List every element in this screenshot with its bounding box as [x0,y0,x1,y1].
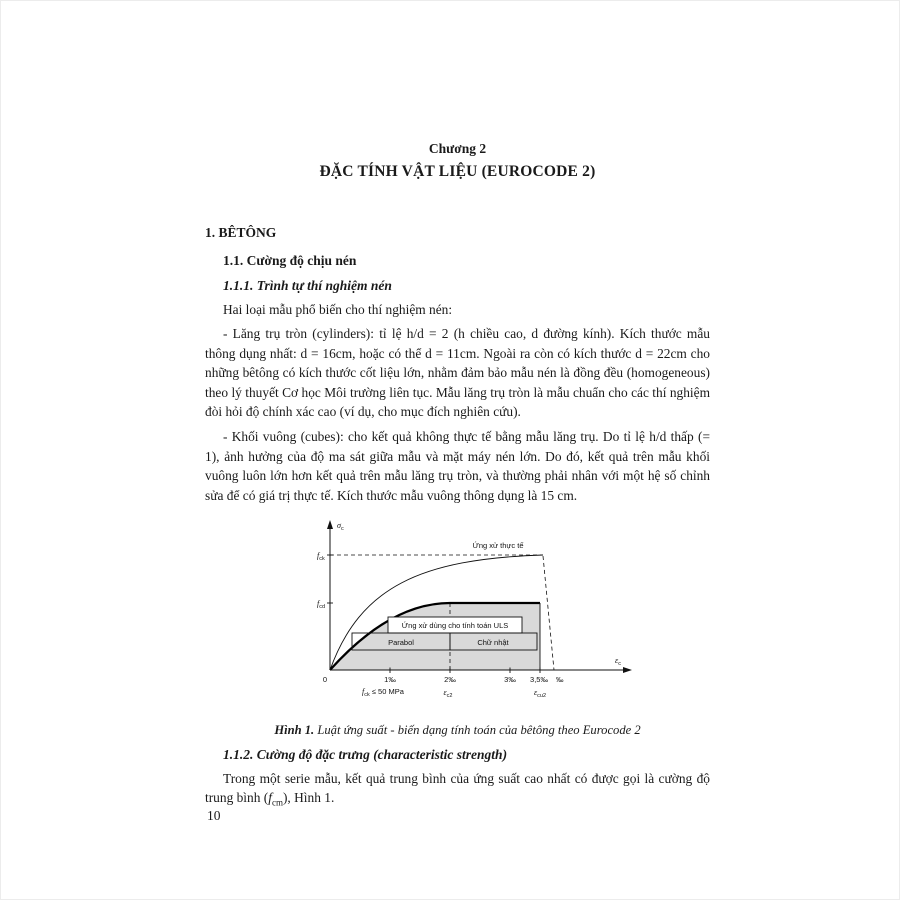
y-axis-arrow [327,520,333,529]
design-region-fill [330,603,540,670]
actual-behaviour-label: Ứng xử thực tế [472,541,524,551]
x-label-0: 0 [322,675,328,685]
fck-label: $f_{ck}$ [317,551,325,563]
epsilon-c-axis-label: $\varepsilon_c$ [615,656,621,668]
fck-condition-label: $f_{ck} \le 50$ MPa [362,687,404,699]
x-label-3-5: 3,5‰ [530,675,548,685]
page-number: 10 [207,808,221,823]
paragraph-cylinders: - Lăng trụ tròn (cylinders): tỉ lệ h/d = 2 (h chiều cao, d đường kính). Kích thước mẫu thông dụng nhất: d = 16cm, hoặc có thể d = 11cm. Ngoài ra còn có kích thước d = 22cm cho những bêtông có kích thước cốt liệu lớn, nhằm đảm bảo mẫu nén là đồng đều (homogeneous) theo lý thuyết Cơ học Môi trường liên tục. Mẫu lăng trụ tròn là mẫu chuẩn cho các thí nghiệm đòi hỏi độ chính xác cao (ví dụ, cho mục đích nghiên cứu). [205,326,710,420]
figure-caption-label: Hình 1. [274,723,315,738]
x-unit-label: ‰ [556,675,564,685]
chapter-heading: Chương 2 [428,141,487,156]
x-label-1: 1‰ [384,675,396,685]
paragraph-cubes: - Khối vuông (cubes): cho kết quả không thực tế bằng mẫu lăng trụ. Do tỉ lệ h/d thấp (= 1), ảnh hưởng của độ ma sát giữa mẫu và mặt máy nén lớn. Do đó, kết quả trên mẫu khối vuông luôn lớn hơn kết quả trên mẫu lăng trụ tròn, và thường phải nhân với một hệ số chỉnh sửa để có giá trị thực tế. Kích thước mẫu vuông thông dụng là 15 cm. [205,429,710,503]
figure-1 [300,515,640,715]
epsilon-c2-label: $\varepsilon_{c2}$ [443,688,453,700]
page-content [205,141,710,814]
fcd-label: $f_{cd}$ [317,599,326,611]
section-1-heading: 1. BÊTÔNG [205,225,277,240]
figure-caption-text: Luật ứng suất - biến dạng tính toán của bêtông theo Eurocode 2 [314,723,641,738]
epsilon-cu2-label: $\varepsilon_{cu2}$ [533,688,547,700]
x-label-2: 2‰ [444,675,456,685]
section-1-1-2-heading: 1.1.2. Cường độ đặc trưng (characteristic strength) [223,747,508,763]
page-title: ĐẶC TÍNH VẬT LIỆU (EUROCODE 2) [319,163,596,180]
paragraph-intro: Hai loại mẫu phổ biến cho thí nghiệm nén: [223,302,453,317]
uls-label: Ứng xử dùng cho tính toán ULS [401,621,509,631]
section-1-1-1-heading: 1.1.1. Trình tự thí nghiệm nén [223,278,392,293]
paragraph-characteristic-strength: Trong một serie mẫu, kết quả trung bình của ứng suất cao nhất có được gọi là cường độ trung bình $(f_{cm})$, Hình 1. [205,771,710,809]
stress-strain-diagram [300,515,640,710]
fcm-subscript: cm [271,798,283,809]
figure-1-caption [205,723,710,738]
section-1-1-heading: 1.1. Cường độ chịu nén [223,253,357,268]
rectangle-label: Chữ nhật [477,638,509,648]
sigma-c-label: $\sigma_c$ [337,521,344,533]
fcm-symbol: f [268,790,272,806]
descending-branch-dashed [543,556,554,670]
parabol-label: Parabol [388,638,414,648]
x-label-3: 3‰ [504,675,516,685]
x-axis-arrow [623,667,632,673]
